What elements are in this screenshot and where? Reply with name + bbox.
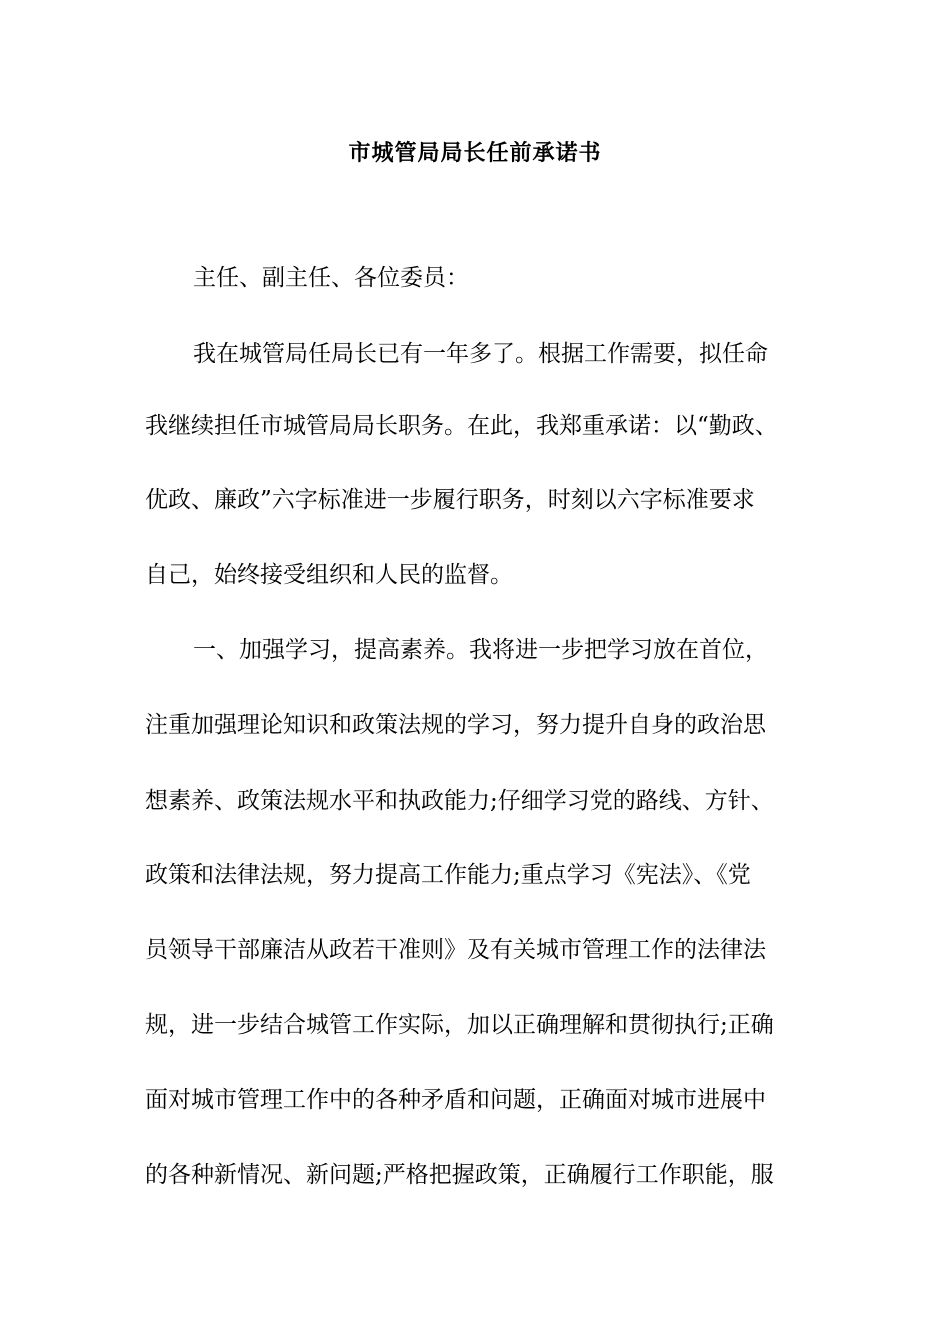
- paragraph-line: 自己，始终接受组织和人民的监督。: [145, 562, 513, 588]
- salutation: 主任、副主任、各位委员：: [193, 265, 469, 291]
- paragraph-line: 的各种新情况、新问题;严格把握政策，正确履行工作职能，服: [145, 1162, 774, 1188]
- paragraph-line: 优政、廉政”六字标准进一步履行职务，时刻以六字标准要求: [145, 487, 755, 513]
- paragraph-line: 政策和法律法规，努力提高工作能力;重点学习《宪法》、《党: [145, 862, 751, 888]
- paragraph-line: 注重加强理论知识和政策法规的学习，努力提升自身的政治思: [145, 712, 766, 738]
- paragraph-line: 一、加强学习，提高素养。我将进一步把学习放在首位，: [193, 637, 768, 663]
- paragraph-line: 想素养、政策法规水平和执政能力;仔细学习党的路线、方针、: [145, 788, 774, 814]
- paragraph-line: 规，进一步结合城管工作实际，加以正确理解和贯彻执行;正确: [145, 1012, 774, 1038]
- paragraph-line: 我继续担任市城管局局长职务。在此，我郑重承诺：以“勤政、: [145, 413, 778, 439]
- paragraph-line: 面对城市管理工作中的各种矛盾和问题，正确面对城市进展中: [145, 1087, 766, 1113]
- document-title: 市城管局局长任前承诺书: [348, 140, 602, 166]
- paragraph-line: 员领导干部廉洁从政若干准则》及有关城市管理工作的法律法: [145, 937, 766, 963]
- paragraph-line: 我在城管局任局长已有一年多了。根据工作需要，拟任命: [193, 341, 768, 367]
